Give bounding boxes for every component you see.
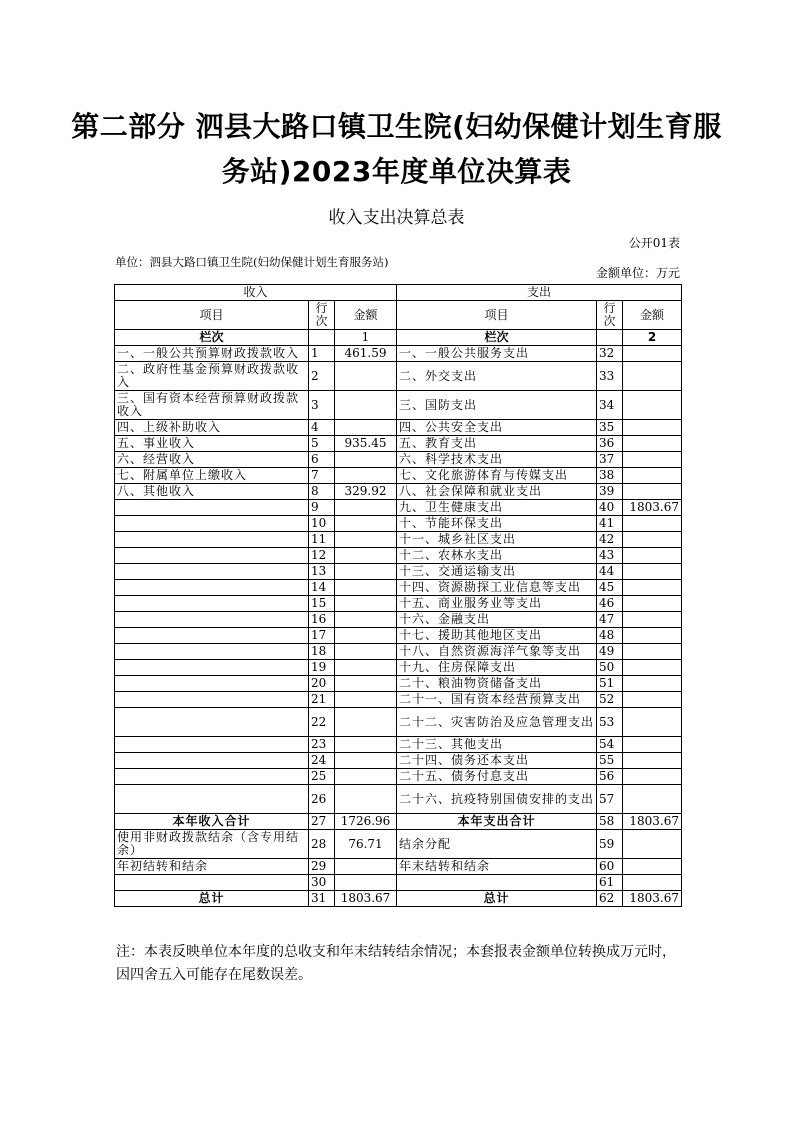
expense-amount-cell — [623, 628, 682, 644]
income-line-cell: 23 — [309, 737, 335, 753]
expense-line-cell: 58 — [597, 814, 623, 830]
expense-amount-cell — [623, 580, 682, 596]
income-item-cell: 六、经营收入 — [115, 452, 309, 468]
income-amount-cell: 1726.96 — [335, 814, 397, 830]
income-item-cell — [115, 692, 309, 708]
expense-line-cell: 52 — [597, 692, 623, 708]
income-line-cell: 10 — [309, 516, 335, 532]
form-code: 公开01表 — [628, 236, 680, 250]
table-row — [115, 769, 682, 785]
expense-line-cell: 33 — [597, 362, 623, 391]
expense-amount-cell — [623, 859, 682, 875]
expense-amount-cell — [623, 660, 682, 676]
table-row — [115, 891, 682, 907]
expense-item-cell: 十四、资源勘探工业信息等支出 — [397, 580, 597, 596]
income-item-cell: 一、一般公共预算财政拨款收入 — [115, 346, 309, 362]
expense-item-cell: 五、教育支出 — [397, 436, 597, 452]
income-line-cell: 8 — [309, 484, 335, 500]
expense-amount-cell: 1803.67 — [623, 500, 682, 516]
table-row — [115, 362, 682, 391]
expense-line-cell: 32 — [597, 346, 623, 362]
income-amount-cell — [335, 596, 397, 612]
income-item-cell — [115, 737, 309, 753]
expense-item-cell: 本年支出合计 — [397, 814, 597, 830]
expense-line-cell: 37 — [597, 452, 623, 468]
income-amount-cell — [335, 628, 397, 644]
income-item-cell: 七、附属单位上缴收入 — [115, 468, 309, 484]
expense-amount-cell — [623, 436, 682, 452]
expense-amount-cell — [623, 564, 682, 580]
expense-item-cell: 十八、自然资源海洋气象等支出 — [397, 644, 597, 660]
income-line-cell: 30 — [309, 875, 335, 891]
table-row — [115, 612, 682, 628]
expense-line-cell: 62 — [597, 891, 623, 907]
expense-line-cell: 60 — [597, 859, 623, 875]
income-header: 收入 — [115, 285, 397, 301]
expense-amount-cell — [623, 420, 682, 436]
expense-line-cell: 49 — [597, 644, 623, 660]
expense-line-cell: 34 — [597, 391, 623, 420]
income-line-cell: 31 — [309, 891, 335, 907]
income-item-cell: 四、上级补助收入 — [115, 420, 309, 436]
income-amount-cell — [335, 391, 397, 420]
expense-line-cell: 40 — [597, 500, 623, 516]
income-item-cell — [115, 875, 309, 891]
unit-label: 单位：泗县大路口镇卫生院(妇幼保健计划生育服务站) — [115, 255, 389, 269]
expense-amount-cell — [623, 346, 682, 362]
expense-amount-cell: 1803.67 — [623, 814, 682, 830]
expense-line-cell: 42 — [597, 532, 623, 548]
table-row — [115, 484, 682, 500]
income-amount-cell: 329.92 — [335, 484, 397, 500]
income-item-cell: 总计 — [115, 891, 309, 907]
income-item-cell: 八、其他收入 — [115, 484, 309, 500]
expense-item-cell: 结余分配 — [397, 830, 597, 859]
income-column-index-label: 栏次 — [115, 330, 309, 346]
income-line-cell: 1 — [309, 346, 335, 362]
income-amount-cell — [335, 612, 397, 628]
expense-amount-cell — [623, 644, 682, 660]
table-row — [115, 564, 682, 580]
table-row — [115, 420, 682, 436]
income-amount-cell: 935.45 — [335, 436, 397, 452]
income-line-cell: 26 — [309, 785, 335, 814]
income-line-cell: 21 — [309, 692, 335, 708]
expense-line-cell: 53 — [597, 708, 623, 737]
expense-item-cell: 一、一般公共服务支出 — [397, 346, 597, 362]
expense-header: 支出 — [397, 285, 682, 301]
expense-line-cell: 39 — [597, 484, 623, 500]
table-row — [115, 580, 682, 596]
table-row — [115, 452, 682, 468]
income-amount-cell — [335, 564, 397, 580]
table-row — [115, 532, 682, 548]
income-item-cell — [115, 676, 309, 692]
income-item-cell: 二、政府性基金预算财政拨款收入 — [115, 362, 309, 391]
table-row — [115, 660, 682, 676]
income-amount-header: 金额 — [335, 301, 397, 330]
expense-line-header: 行次 — [597, 301, 623, 330]
income-line-cell: 11 — [309, 532, 335, 548]
expense-line-cell: 44 — [597, 564, 623, 580]
income-item-cell — [115, 564, 309, 580]
table-row — [115, 468, 682, 484]
expense-line-cell: 47 — [597, 612, 623, 628]
expense-item-cell: 二十一、国有资本经营预算支出 — [397, 692, 597, 708]
expense-amount-cell — [623, 391, 682, 420]
income-amount-cell — [335, 676, 397, 692]
income-item-cell — [115, 644, 309, 660]
header-row-index — [115, 330, 682, 346]
income-item-cell — [115, 785, 309, 814]
table-row — [115, 692, 682, 708]
expense-item-cell: 十一、城乡社区支出 — [397, 532, 597, 548]
expense-item-cell: 十三、交通运输支出 — [397, 564, 597, 580]
expense-amount-cell — [623, 452, 682, 468]
expense-amount-cell — [623, 753, 682, 769]
expense-line-cell: 57 — [597, 785, 623, 814]
income-item-cell: 本年收入合计 — [115, 814, 309, 830]
income-item-cell — [115, 612, 309, 628]
expense-item-cell: 二十四、债务还本支出 — [397, 753, 597, 769]
expense-item-cell — [397, 875, 597, 891]
table-row — [115, 548, 682, 564]
expense-item-cell: 六、科学技术支出 — [397, 452, 597, 468]
expense-amount-cell — [623, 362, 682, 391]
table-row — [115, 814, 682, 830]
income-line-cell: 16 — [309, 612, 335, 628]
expense-item-cell: 二、外交支出 — [397, 362, 597, 391]
income-amount-cell — [335, 875, 397, 891]
expense-line-cell: 54 — [597, 737, 623, 753]
income-line-header: 行次 — [309, 301, 335, 330]
expense-line-cell: 61 — [597, 875, 623, 891]
income-item-cell: 年初结转和结余 — [115, 859, 309, 875]
expense-line-cell: 36 — [597, 436, 623, 452]
table-row — [115, 500, 682, 516]
expense-item-cell: 十二、农林水支出 — [397, 548, 597, 564]
income-amount-cell — [335, 737, 397, 753]
income-line-cell: 29 — [309, 859, 335, 875]
income-item-cell — [115, 660, 309, 676]
expense-item-header: 项目 — [397, 301, 597, 330]
expense-item-cell: 年末结转和结余 — [397, 859, 597, 875]
footnote: 注：本表反映单位本年度的总收支和年末结转结余情况；本套报表金额单位转换成万元时，因四舍五入可能存在尾数误差。 — [116, 944, 676, 983]
income-item-cell — [115, 753, 309, 769]
income-amount-cell — [335, 660, 397, 676]
table-row — [115, 785, 682, 814]
expense-item-cell: 总计 — [397, 891, 597, 907]
income-line-cell: 20 — [309, 676, 335, 692]
income-line-cell: 6 — [309, 452, 335, 468]
income-amount-cell — [335, 859, 397, 875]
expense-item-cell: 十六、金融支出 — [397, 612, 597, 628]
income-line-cell: 18 — [309, 644, 335, 660]
income-item-cell — [115, 532, 309, 548]
income-item-cell — [115, 708, 309, 737]
income-item-cell — [115, 500, 309, 516]
table-row — [115, 436, 682, 452]
income-line-cell: 22 — [309, 708, 335, 737]
income-item-cell — [115, 548, 309, 564]
income-amount-cell — [335, 452, 397, 468]
table-row — [115, 737, 682, 753]
income-amount-cell — [335, 468, 397, 484]
income-line-cell: 13 — [309, 564, 335, 580]
table-row — [115, 516, 682, 532]
expense-item-cell: 二十五、债务付息支出 — [397, 769, 597, 785]
amount-unit: 金额单位：万元 — [595, 266, 680, 280]
expense-amount-cell — [623, 468, 682, 484]
expense-amount-cell — [623, 676, 682, 692]
expense-line-cell: 41 — [597, 516, 623, 532]
table-row — [115, 753, 682, 769]
income-amount-cell — [335, 769, 397, 785]
expense-item-cell: 二十六、抗疫特别国债安排的支出 — [397, 785, 597, 814]
income-item-header: 项目 — [115, 301, 309, 330]
expense-item-cell: 十五、商业服务业等支出 — [397, 596, 597, 612]
expense-item-cell: 八、社会保障和就业支出 — [397, 484, 597, 500]
income-amount-cell — [335, 420, 397, 436]
expense-item-cell: 七、文化旅游体育与传媒支出 — [397, 468, 597, 484]
empty-cell — [309, 330, 335, 346]
income-line-cell: 19 — [309, 660, 335, 676]
income-line-cell: 14 — [309, 580, 335, 596]
income-amount-cell: 461.59 — [335, 346, 397, 362]
income-amount-cell — [335, 532, 397, 548]
income-line-cell: 5 — [309, 436, 335, 452]
expense-line-cell: 35 — [597, 420, 623, 436]
table-row — [115, 391, 682, 420]
income-expense-table — [114, 284, 682, 907]
expense-amount-cell — [623, 692, 682, 708]
income-line-cell: 9 — [309, 500, 335, 516]
expense-item-cell: 二十二、灾害防治及应急管理支出 — [397, 708, 597, 737]
table-row — [115, 644, 682, 660]
expense-item-cell: 四、公共安全支出 — [397, 420, 597, 436]
expense-item-cell: 三、国防支出 — [397, 391, 597, 420]
income-item-cell: 五、事业收入 — [115, 436, 309, 452]
income-amount-cell — [335, 516, 397, 532]
table-row — [115, 346, 682, 362]
income-item-cell — [115, 769, 309, 785]
income-line-cell: 12 — [309, 548, 335, 564]
table-body — [115, 285, 682, 907]
expense-item-cell: 二十三、其他支出 — [397, 737, 597, 753]
expense-line-cell: 48 — [597, 628, 623, 644]
expense-amount-cell — [623, 708, 682, 737]
income-line-cell: 27 — [309, 814, 335, 830]
table-row — [115, 875, 682, 891]
table-row — [115, 676, 682, 692]
expense-item-cell: 十九、住房保障支出 — [397, 660, 597, 676]
income-amount-cell: 76.71 — [335, 830, 397, 859]
expense-line-cell: 50 — [597, 660, 623, 676]
expense-line-cell: 59 — [597, 830, 623, 859]
expense-line-cell: 46 — [597, 596, 623, 612]
table-row — [115, 859, 682, 875]
page-title: 第二部分 泗县大路口镇卫生院(妇幼保健计划生育服务站)2023年度单位决算表 — [71, 110, 722, 188]
income-item-cell — [115, 596, 309, 612]
income-amount-cell — [335, 785, 397, 814]
income-item-cell: 三、国有资本经营预算财政拨款收入 — [115, 391, 309, 420]
income-amount-cell — [335, 692, 397, 708]
income-line-cell: 25 — [309, 769, 335, 785]
expense-amount-header: 金额 — [623, 301, 682, 330]
income-line-cell: 3 — [309, 391, 335, 420]
table-row — [115, 708, 682, 737]
income-amount-cell — [335, 644, 397, 660]
table-row — [115, 628, 682, 644]
expense-amount-cell — [623, 612, 682, 628]
expense-amount-cell — [623, 875, 682, 891]
expense-item-cell: 九、卫生健康支出 — [397, 500, 597, 516]
expense-amount-cell — [623, 596, 682, 612]
income-column-number: 1 — [335, 330, 397, 346]
income-amount-cell: 1803.67 — [335, 891, 397, 907]
income-line-cell: 4 — [309, 420, 335, 436]
income-line-cell: 17 — [309, 628, 335, 644]
expense-line-cell: 51 — [597, 676, 623, 692]
income-line-cell: 15 — [309, 596, 335, 612]
header-row-sections — [115, 285, 682, 301]
expense-item-cell: 十七、援助其他地区支出 — [397, 628, 597, 644]
income-line-cell: 28 — [309, 830, 335, 859]
income-amount-cell — [335, 708, 397, 737]
header-row-columns — [115, 301, 682, 330]
table-row — [115, 596, 682, 612]
expense-line-cell: 56 — [597, 769, 623, 785]
expense-amount-cell — [623, 785, 682, 814]
expense-amount-cell — [623, 484, 682, 500]
expense-line-cell: 55 — [597, 753, 623, 769]
income-item-cell — [115, 580, 309, 596]
expense-amount-cell: 1803.67 — [623, 891, 682, 907]
income-amount-cell — [335, 362, 397, 391]
expense-line-cell: 38 — [597, 468, 623, 484]
empty-cell — [597, 330, 623, 346]
expense-amount-cell — [623, 737, 682, 753]
expense-item-cell: 十、节能环保支出 — [397, 516, 597, 532]
income-item-cell — [115, 516, 309, 532]
income-line-cell: 24 — [309, 753, 335, 769]
expense-amount-cell — [623, 516, 682, 532]
expense-amount-cell — [623, 830, 682, 859]
expense-column-number: 2 — [623, 330, 682, 346]
expense-amount-cell — [623, 548, 682, 564]
income-item-cell: 使用非财政拨款结余（含专用结余） — [115, 830, 309, 859]
income-amount-cell — [335, 500, 397, 516]
income-amount-cell — [335, 548, 397, 564]
expense-amount-cell — [623, 769, 682, 785]
income-line-cell: 2 — [309, 362, 335, 391]
income-line-cell: 7 — [309, 468, 335, 484]
expense-line-cell: 45 — [597, 580, 623, 596]
table-title: 收入支出决算总表 — [328, 208, 465, 228]
income-amount-cell — [335, 580, 397, 596]
table-row — [115, 830, 682, 859]
expense-column-index-label: 栏次 — [397, 330, 597, 346]
expense-amount-cell — [623, 532, 682, 548]
income-amount-cell — [335, 753, 397, 769]
income-item-cell — [115, 628, 309, 644]
expense-line-cell: 43 — [597, 548, 623, 564]
expense-item-cell: 二十、粮油物资储备支出 — [397, 676, 597, 692]
